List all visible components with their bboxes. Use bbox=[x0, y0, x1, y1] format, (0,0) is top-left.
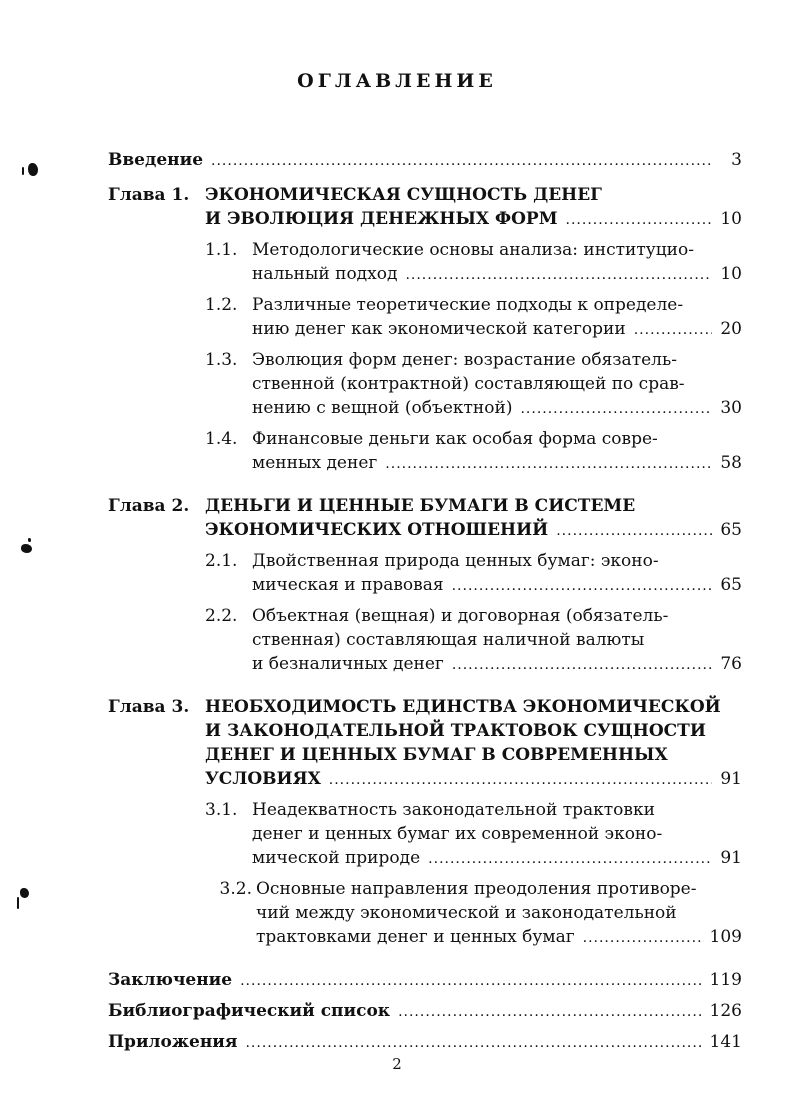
page-ref: 3 bbox=[731, 150, 742, 170]
page-ref: 91 bbox=[720, 769, 742, 789]
table-of-contents bbox=[108, 148, 742, 1061]
chapter-title-line: НЕОБХОДИМОСТЬ ЕДИНСТВА ЭКОНОМИЧЕСКОЙ bbox=[205, 697, 721, 717]
section-title-line: денег и ценных бумаг их современной эконо- bbox=[252, 824, 663, 844]
section-title-line: Методологические основы анализа: институцио- bbox=[252, 240, 694, 260]
section-title-line: Финансовые деньги как особая форма совре- bbox=[252, 429, 658, 449]
leader-dots bbox=[398, 1000, 703, 1024]
page-ref: 65 bbox=[720, 520, 742, 540]
section-title-line: Эволюция форм денег: возрастание обязатель- bbox=[252, 350, 677, 370]
entry-label: Приложения bbox=[108, 1032, 238, 1052]
toc-section-1-4[interactable] bbox=[205, 427, 742, 476]
leader-dots bbox=[634, 318, 712, 342]
section-title-line: Основные направления преодоления противоре- bbox=[256, 879, 697, 899]
toc-entry-appendices[interactable] bbox=[108, 1030, 742, 1055]
page-ref: 20 bbox=[720, 319, 742, 339]
toc-entry-intro[interactable] bbox=[108, 148, 742, 173]
scan-artifact bbox=[28, 538, 31, 542]
leader-dots bbox=[245, 1031, 703, 1055]
section-title-line: Объектная (вещная) и договорная (обязатель- bbox=[252, 606, 669, 626]
leader-dots bbox=[583, 926, 704, 950]
page-ref: 119 bbox=[709, 970, 742, 990]
chapter-label: Глава 2. bbox=[108, 496, 190, 516]
leader-dots bbox=[329, 768, 712, 792]
chapter-label: Глава 3. bbox=[108, 697, 190, 717]
section-number: 1.3. bbox=[205, 350, 238, 370]
leader-dots bbox=[405, 263, 712, 287]
scan-artifact bbox=[17, 897, 19, 909]
section-title-line: трактовками денег и ценных бумаг bbox=[256, 927, 575, 947]
toc-chapter-2[interactable] bbox=[108, 494, 742, 543]
page-number: 2 bbox=[392, 1055, 402, 1073]
page-ref: 10 bbox=[720, 264, 742, 284]
page-ref: 10 bbox=[720, 209, 742, 229]
toc-chapter-1[interactable] bbox=[108, 183, 742, 232]
section-number: 1.4. bbox=[205, 429, 238, 449]
section-title-line: мической природе bbox=[252, 848, 421, 868]
leader-dots bbox=[452, 653, 712, 677]
leader-dots bbox=[211, 149, 712, 173]
toc-section-3-2[interactable] bbox=[170, 877, 742, 950]
page-ref: 109 bbox=[709, 927, 742, 947]
section-title-line: чий между экономической и законодательной bbox=[256, 903, 677, 923]
scan-artifact bbox=[20, 888, 29, 898]
chapter-title-line: ДЕНЬГИ И ЦЕННЫЕ БУМАГИ В СИСТЕМЕ bbox=[205, 496, 636, 516]
section-number: 2.1. bbox=[205, 551, 238, 571]
chapter-title-line: ЭКОНОМИЧЕСКИХ ОТНОШЕНИЙ bbox=[205, 520, 549, 540]
chapter-title-line: И ЭВОЛЮЦИЯ ДЕНЕЖНЫХ ФОРМ bbox=[205, 209, 558, 229]
chapter-title-line: ЭКОНОМИЧЕСКАЯ СУЩНОСТЬ ДЕНЕГ bbox=[205, 185, 602, 205]
chapter-label: Глава 1. bbox=[108, 185, 190, 205]
toc-section-1-2[interactable] bbox=[205, 293, 742, 342]
leader-dots bbox=[240, 969, 703, 993]
toc-entry-bibliography[interactable] bbox=[108, 999, 742, 1024]
toc-chapter-3[interactable] bbox=[108, 695, 742, 792]
section-title-line: нию денег как экономической категории bbox=[252, 319, 626, 339]
leader-dots bbox=[428, 847, 712, 871]
toc-section-1-3[interactable] bbox=[205, 348, 742, 421]
page-ref: 58 bbox=[720, 453, 742, 473]
toc-section-2-1[interactable] bbox=[205, 549, 742, 598]
scan-artifact bbox=[28, 163, 38, 176]
section-title-line: Неадекватность законодательной трактовки bbox=[252, 800, 655, 820]
chapter-title-line: И ЗАКОНОДАТЕЛЬНОЙ ТРАКТОВОК СУЩНОСТИ bbox=[205, 721, 706, 741]
section-title-line: нению с вещной (объектной) bbox=[252, 398, 513, 418]
section-title-line: ственной (контрактной) составляющей по срав- bbox=[252, 374, 685, 394]
chapter-title-line: УСЛОВИЯХ bbox=[205, 769, 321, 789]
toc-section-2-2[interactable] bbox=[205, 604, 742, 677]
section-number: 2.2. bbox=[205, 606, 238, 626]
section-title-line: менных денег bbox=[252, 453, 378, 473]
section-title-line: мическая и правовая bbox=[252, 575, 444, 595]
leader-dots bbox=[520, 397, 712, 421]
section-number: 1.2. bbox=[205, 295, 238, 315]
entry-label: Заключение bbox=[108, 970, 233, 990]
leader-dots bbox=[556, 519, 712, 543]
scan-artifact bbox=[22, 167, 24, 175]
entry-label: Введение bbox=[108, 150, 204, 170]
section-title-line: Различные теоретические подходы к определе- bbox=[252, 295, 684, 315]
section-number: 3.2. bbox=[219, 879, 252, 899]
leader-dots bbox=[452, 574, 712, 598]
page-ref: 76 bbox=[720, 654, 742, 674]
chapter-title-line: ДЕНЕГ И ЦЕННЫХ БУМАГ В СОВРЕМЕННЫХ bbox=[205, 745, 668, 765]
page-ref: 91 bbox=[720, 848, 742, 868]
toc-section-1-1[interactable] bbox=[205, 238, 742, 287]
section-number: 3.1. bbox=[205, 800, 238, 820]
section-number: 1.1. bbox=[205, 240, 238, 260]
section-title-line: и безналичных денег bbox=[252, 654, 444, 674]
section-title-line: нальный подход bbox=[252, 264, 398, 284]
page-ref: 65 bbox=[720, 575, 742, 595]
page-ref: 30 bbox=[720, 398, 742, 418]
section-title-line: Двойственная природа ценных бумаг: эконо- bbox=[252, 551, 659, 571]
page-title: ОГЛАВЛЕНИЕ bbox=[297, 70, 497, 92]
page-ref: 126 bbox=[709, 1001, 742, 1021]
toc-entry-conclusion[interactable] bbox=[108, 968, 742, 993]
toc-section-3-1[interactable] bbox=[205, 798, 742, 871]
page-ref: 141 bbox=[709, 1032, 742, 1052]
leader-dots bbox=[385, 452, 712, 476]
scan-artifact bbox=[21, 544, 32, 553]
entry-label: Библиографический список bbox=[108, 1001, 391, 1021]
leader-dots bbox=[566, 208, 712, 232]
section-title-line: ственная) составляющая наличной валюты bbox=[252, 630, 645, 650]
